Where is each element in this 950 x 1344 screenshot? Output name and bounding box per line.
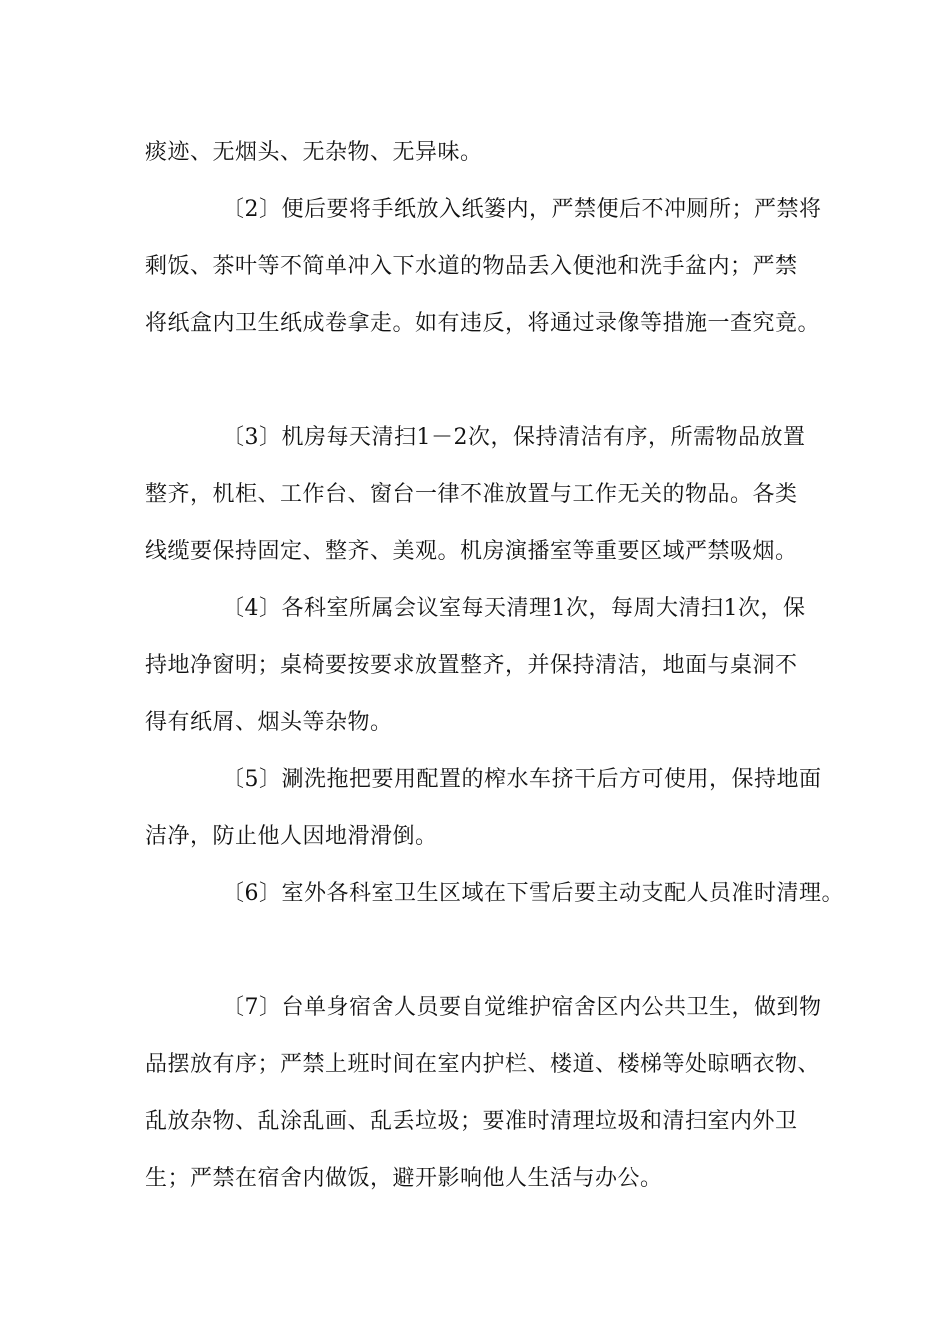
paragraph-5-line-1: 〔5〕涮洗拖把要用配置的榨水车挤干后方可使用，保持地面	[222, 767, 822, 792]
paragraph-2-line-3: 将纸盒内卫生纸成卷拿走。如有违反，将通过录像等措施一查究竟。	[145, 311, 821, 336]
paragraph-5-line-2: 洁净，防止他人因地滑滑倒。	[145, 824, 438, 849]
paragraph-1-line-1: 痰迹、无烟头、无杂物、无异味。	[145, 140, 483, 165]
paragraph-2-line-2: 剩饭、茶叶等不简单冲入下水道的物品丢入便池和洗手盆内；严禁	[145, 254, 798, 279]
paragraph-7-line-3: 乱放杂物、乱涂乱画、乱丢垃圾；要准时清理垃圾和清扫室内外卫	[145, 1109, 798, 1134]
paragraph-7-line-1: 〔7〕台单身宿舍人员要自觉维护宿舍区内公共卫生，做到物	[222, 995, 822, 1020]
paragraph-3-line-2: 整齐，机柜、工作台、窗台一律不准放置与工作无关的物品。各类	[145, 482, 798, 507]
paragraph-7-line-4: 生；严禁在宿舍内做饭，避开影响他人生活与办公。	[145, 1166, 663, 1191]
paragraph-4-line-2: 持地净窗明；桌椅要按要求放置整齐，并保持清洁，地面与桌洞不	[145, 653, 798, 678]
paragraph-7-line-2: 品摆放有序；严禁上班时间在室内护栏、楼道、楼梯等处晾晒衣物、	[145, 1052, 821, 1077]
paragraph-3-line-1: 〔3〕机房每天清扫1－2次，保持清洁有序，所需物品放置	[222, 425, 806, 450]
paragraph-4-line-1: 〔4〕各科室所属会议室每天清理1次，每周大清扫1次，保	[222, 596, 806, 621]
paragraph-6-line-1: 〔6〕室外各科室卫生区域在下雪后要主动支配人员准时清理。	[222, 881, 844, 906]
paragraph-2-line-1: 〔2〕便后要将手纸放入纸篓内，严禁便后不冲厕所；严禁将	[222, 197, 822, 222]
paragraph-3-line-3: 线缆要保持固定、整齐、美观。机房演播室等重要区域严禁吸烟。	[145, 539, 798, 564]
paragraph-4-line-3: 得有纸屑、烟头等杂物。	[145, 710, 393, 735]
